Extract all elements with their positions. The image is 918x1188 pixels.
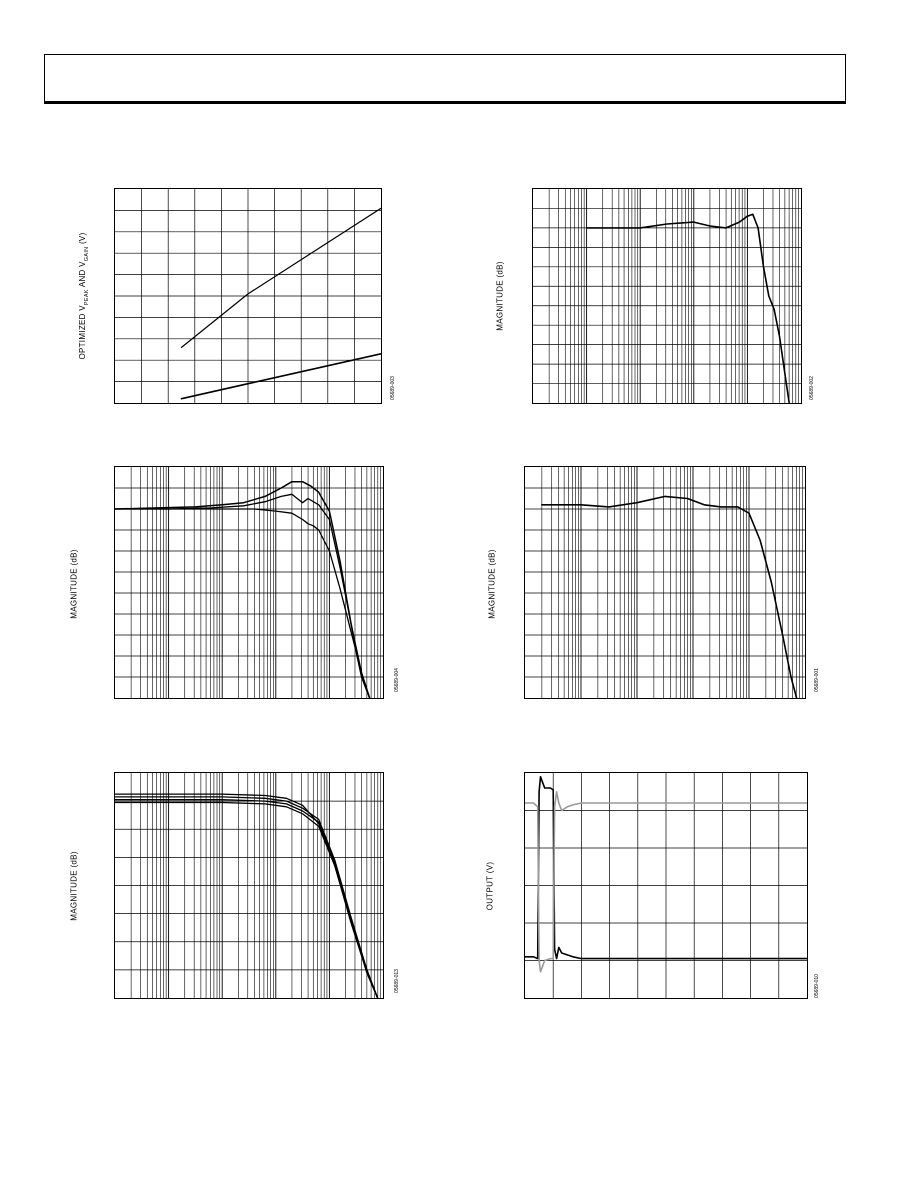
chart-3-ylabel: MAGNITUDE (dB) bbox=[69, 549, 79, 619]
series-line-1 bbox=[542, 496, 797, 698]
chart-svg bbox=[525, 773, 807, 998]
chart-5-figure-id: 05689-013 bbox=[394, 969, 400, 993]
grid-lines bbox=[533, 189, 801, 403]
grid-lines bbox=[115, 773, 383, 998]
series-line-3 bbox=[115, 509, 370, 698]
series-line-1 bbox=[182, 208, 382, 347]
series-line-4 bbox=[115, 803, 378, 999]
chart-svg bbox=[115, 189, 381, 403]
chart-5-plot bbox=[114, 772, 384, 999]
page-header-rule bbox=[44, 101, 846, 104]
chart-1-ylabel: OPTIMIZED $V_{PEAK}$ AND $V_{GAIN}$ (V) bbox=[78, 232, 90, 360]
chart-3-figure-id: 05689-004 bbox=[394, 668, 400, 692]
chart-4-plot bbox=[524, 466, 806, 699]
series-line-1 bbox=[115, 482, 370, 698]
chart-4-ylabel: MAGNITUDE (dB) bbox=[487, 549, 497, 619]
chart-1-plot bbox=[114, 188, 382, 404]
chart-5-ylabel: MAGNITUDE (dB) bbox=[69, 851, 79, 921]
chart-svg bbox=[533, 189, 801, 403]
chart-2-ylabel: MAGNITUDE (dB) bbox=[495, 261, 505, 331]
grid-lines bbox=[115, 189, 381, 403]
series-line-2 bbox=[115, 797, 378, 998]
chart-svg bbox=[525, 467, 805, 698]
chart-1-figure-id: 05689-003 bbox=[390, 376, 396, 400]
series-line-1 bbox=[587, 214, 790, 403]
chart-6-ylabel: OUTPUT (V) bbox=[485, 861, 495, 911]
chart-svg bbox=[115, 467, 383, 698]
page-header-box bbox=[44, 54, 846, 102]
chart-6-plot bbox=[524, 772, 808, 999]
series-line-1 bbox=[115, 794, 378, 998]
series-line-2 bbox=[115, 494, 370, 698]
grid-lines bbox=[525, 467, 805, 698]
chart-2-figure-id: 05689-002 bbox=[809, 376, 815, 400]
chart-2-plot bbox=[532, 188, 802, 404]
chart-svg bbox=[115, 773, 383, 998]
chart-6-figure-id: 05689-010 bbox=[814, 974, 820, 998]
chart-3-plot bbox=[114, 466, 384, 699]
chart-4-figure-id: 05689-001 bbox=[814, 668, 820, 692]
